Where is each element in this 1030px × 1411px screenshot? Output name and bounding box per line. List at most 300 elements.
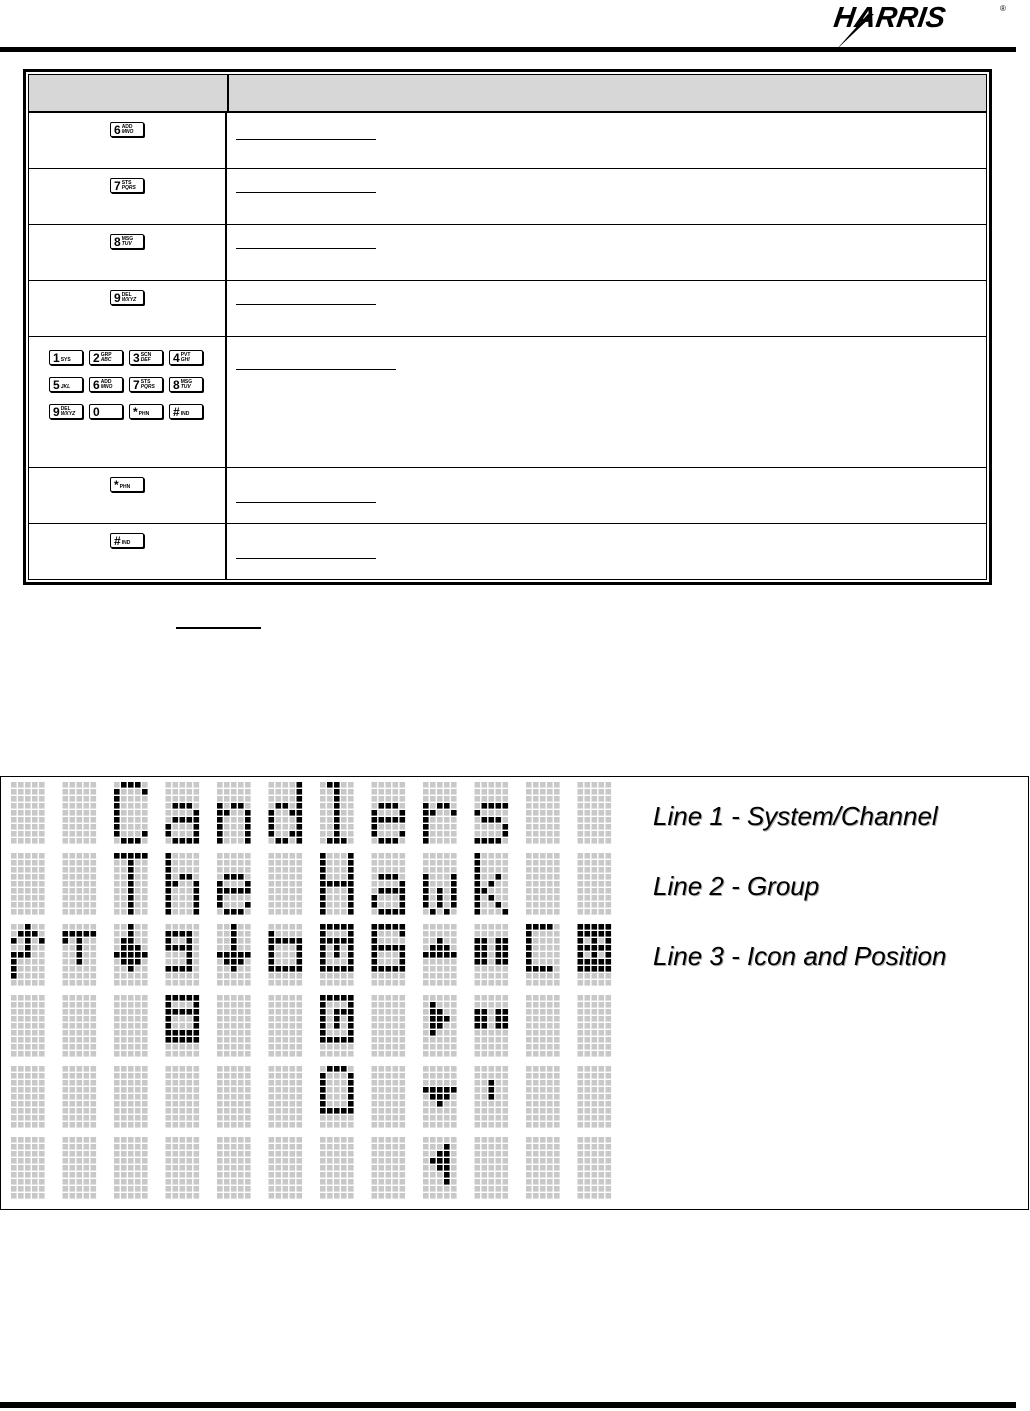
cross-reference-link[interactable]: [236, 139, 376, 140]
lcd-pixel-off: [547, 1044, 553, 1050]
lcd-pixel-off: [32, 853, 38, 859]
lcd-pixel-off: [25, 810, 31, 816]
lcd-pixel-off: [393, 1002, 399, 1008]
lcd-pixel-off: [283, 789, 289, 795]
lcd-pixel-off: [70, 1016, 76, 1022]
lcd-pixel-off: [269, 1179, 275, 1185]
cross-reference-link[interactable]: [236, 558, 376, 559]
lcd-pixel-on: [166, 888, 172, 894]
lcd-pixel-off: [327, 902, 333, 908]
lcd-pixel-off: [18, 1080, 24, 1086]
lcd-pixel-off: [430, 1186, 436, 1192]
lcd-pixel-off: [475, 1002, 481, 1008]
lcd-pixel-off: [482, 895, 488, 901]
lcd-pixel-off: [84, 1094, 90, 1100]
lcd-pixel-off: [386, 853, 392, 859]
lcd-pixel-off: [599, 1165, 605, 1171]
lcd-character-cell: [578, 1066, 612, 1128]
lcd-pixel-off: [283, 995, 289, 1001]
lcd-pixel-off: [592, 1051, 598, 1057]
key-number: 7: [114, 179, 121, 193]
lcd-pixel-off: [547, 938, 553, 944]
lcd-pixel-off: [393, 1044, 399, 1050]
lcd-pixel-off: [39, 980, 45, 986]
table-row: [29, 225, 986, 281]
lcd-pixel-on: [142, 789, 148, 795]
lcd-pixel-off: [91, 1030, 97, 1036]
lcd-pixel-on: [444, 1172, 450, 1178]
lcd-pixel-off: [18, 1101, 24, 1107]
lcd-pixel-on: [63, 938, 69, 944]
lcd-pixel-off: [503, 1144, 509, 1150]
lcd-pixel-on: [348, 1108, 354, 1114]
key-number: 8: [173, 378, 180, 392]
cross-reference-link[interactable]: [236, 502, 376, 503]
lcd-pixel-off: [187, 973, 193, 979]
lcd-pixel-off: [578, 1186, 584, 1192]
lcd-pixel-off: [430, 1193, 436, 1199]
lcd-pixel-off: [554, 995, 560, 1001]
lcd-pixel-off: [341, 895, 347, 901]
lcd-pixel-off: [166, 1115, 172, 1121]
lcd-pixel-off: [25, 881, 31, 887]
lcd-pixel-off: [482, 1137, 488, 1143]
lcd-pixel-off: [283, 895, 289, 901]
lcd-pixel-on: [114, 952, 120, 958]
lcd-pixel-off: [451, 824, 457, 830]
lcd-pixel-off: [84, 973, 90, 979]
lcd-pixel-off: [475, 803, 481, 809]
lcd-pixel-off: [70, 1186, 76, 1192]
lcd-pixel-off: [423, 1165, 429, 1171]
lcd-pixel-off: [276, 789, 282, 795]
lcd-pixel-on: [482, 959, 488, 965]
lcd-pixel-off: [503, 995, 509, 1001]
lcd-pixel-off: [77, 1023, 83, 1029]
lcd-character-cell: [320, 1137, 354, 1199]
lcd-pixel-off: [540, 1172, 546, 1178]
lcd-pixel-off: [32, 1044, 38, 1050]
lcd-pixel-off: [297, 1009, 303, 1015]
lcd-pixel-off: [496, 1094, 502, 1100]
lcd-pixel-off: [25, 1066, 31, 1072]
lcd-character-cell: [423, 1066, 457, 1128]
lcd-pixel-on: [173, 945, 179, 951]
lcd-pixel-on: [547, 966, 553, 972]
lcd-pixel-off: [91, 1186, 97, 1192]
lcd-pixel-off: [135, 1151, 141, 1157]
lcd-pixel-off: [231, 995, 237, 1001]
lcd-pixel-off: [32, 1101, 38, 1107]
lcd-pixel-off: [592, 1115, 598, 1121]
lcd-pixel-off: [297, 1165, 303, 1171]
lcd-pixel-on: [77, 938, 83, 944]
lcd-pixel-off: [39, 1080, 45, 1086]
lcd-pixel-off: [180, 1044, 186, 1050]
keypad-key-icon: [89, 404, 123, 419]
lcd-pixel-on: [173, 931, 179, 937]
lcd-pixel-on: [348, 881, 354, 887]
lcd-pixel-off: [348, 782, 354, 788]
lcd-pixel-off: [430, 924, 436, 930]
lcd-pixel-off: [290, 895, 296, 901]
lcd-pixel-off: [18, 1172, 24, 1178]
cross-reference-link[interactable]: [236, 248, 376, 249]
lcd-pixel-off: [245, 867, 251, 873]
lcd-pixel-off: [114, 1165, 120, 1171]
lcd-pixel-off: [135, 860, 141, 866]
lcd-pixel-off: [526, 881, 532, 887]
lcd-pixel-off: [489, 1144, 495, 1150]
lcd-pixel-off: [503, 782, 509, 788]
lcd-pixel-off: [540, 831, 546, 837]
lcd-pixel-on: [320, 966, 326, 972]
lcd-pixel-off: [18, 1108, 24, 1114]
lcd-pixel-on: [437, 952, 443, 958]
lcd-pixel-off: [121, 1165, 127, 1171]
lcd-pixel-on: [334, 824, 340, 830]
lcd-pixel-off: [187, 924, 193, 930]
lcd-pixel-on: [386, 803, 392, 809]
lcd-pixel-off: [489, 1009, 495, 1015]
lcd-pixel-off: [238, 1186, 244, 1192]
lcd-pixel-off: [327, 1158, 333, 1164]
lcd-pixel-off: [283, 1144, 289, 1150]
lcd-pixel-off: [423, 909, 429, 915]
lcd-pixel-off: [84, 959, 90, 965]
cross-reference-link[interactable]: [236, 369, 396, 370]
lcd-pixel-off: [217, 1144, 223, 1150]
lcd-pixel-on: [269, 824, 275, 830]
lcd-character-cell: [526, 924, 560, 986]
lcd-pixel-off: [70, 789, 76, 795]
lcd-pixel-off: [327, 1023, 333, 1029]
lcd-pixel-off: [238, 1087, 244, 1093]
lcd-pixel-off: [533, 1002, 539, 1008]
lcd-pixel-off: [166, 1066, 172, 1072]
lcd-pixel-off: [77, 789, 83, 795]
lcd-pixel-off: [114, 1115, 120, 1121]
cross-reference-link[interactable]: [236, 192, 376, 193]
lcd-pixel-on: [194, 895, 200, 901]
lcd-pixel-off: [496, 881, 502, 887]
lcd-pixel-off: [393, 1115, 399, 1121]
lcd-pixel-off: [11, 1144, 17, 1150]
cross-reference-link[interactable]: [236, 304, 376, 305]
lcd-pixel-off: [173, 1044, 179, 1050]
lcd-pixel-on: [400, 945, 406, 951]
lcd-pixel-off: [114, 995, 120, 1001]
figure-reference-link[interactable]: [176, 627, 261, 629]
lcd-pixel-off: [70, 1002, 76, 1008]
lcd-pixel-off: [187, 895, 193, 901]
lcd-pixel-off: [599, 874, 605, 880]
lcd-pixel-on: [180, 1030, 186, 1036]
lcd-pixel-off: [475, 1172, 481, 1178]
lcd-pixel-off: [32, 1151, 38, 1157]
lcd-pixel-off: [135, 980, 141, 986]
lcd-character-cell: [166, 853, 200, 915]
lcd-pixel-off: [217, 1186, 223, 1192]
lcd-pixel-off: [217, 1044, 223, 1050]
lcd-pixel-on: [327, 924, 333, 930]
lcd-pixel-off: [533, 824, 539, 830]
lcd-pixel-on: [606, 931, 612, 937]
lcd-pixel-off: [482, 824, 488, 830]
lcd-pixel-off: [231, 831, 237, 837]
lcd-pixel-off: [217, 1172, 223, 1178]
keypad-key-icon: [110, 477, 144, 492]
lcd-pixel-off: [423, 1009, 429, 1015]
lcd-pixel-off: [393, 860, 399, 866]
lcd-pixel-off: [84, 1087, 90, 1093]
lcd-pixel-off: [166, 1179, 172, 1185]
lcd-pixel-off: [489, 874, 495, 880]
lcd-pixel-off: [63, 1193, 69, 1199]
lcd-pixel-off: [276, 1115, 282, 1121]
lcd-pixel-off: [393, 1144, 399, 1150]
lcd-pixel-off: [533, 945, 539, 951]
lcd-pixel-off: [400, 1122, 406, 1128]
lcd-pixel-off: [554, 1101, 560, 1107]
lcd-pixel-off: [475, 1151, 481, 1157]
lcd-pixel-off: [526, 1044, 532, 1050]
lcd-pixel-off: [533, 973, 539, 979]
lcd-pixel-off: [400, 980, 406, 986]
lcd-pixel-off: [290, 824, 296, 830]
lcd-pixel-off: [77, 1115, 83, 1121]
lcd-character-cell: [269, 995, 303, 1057]
lcd-pixel-off: [142, 938, 148, 944]
lcd-pixel-off: [599, 1002, 605, 1008]
lcd-pixel-off: [290, 853, 296, 859]
lcd-pixel-on: [77, 945, 83, 951]
lcd-pixel-off: [84, 1179, 90, 1185]
lcd-pixel-off: [39, 1165, 45, 1171]
lcd-pixel-off: [84, 831, 90, 837]
lcd-pixel-off: [25, 1137, 31, 1143]
lcd-pixel-off: [592, 1044, 598, 1050]
lcd-pixel-off: [334, 1094, 340, 1100]
lcd-pixel-on: [496, 938, 502, 944]
lcd-pixel-on: [334, 810, 340, 816]
lcd-pixel-off: [578, 1023, 584, 1029]
lcd-pixel-off: [423, 995, 429, 1001]
lcd-pixel-off: [503, 860, 509, 866]
description-cell: [227, 468, 986, 523]
lcd-pixel-off: [444, 867, 450, 873]
lcd-pixel-off: [245, 945, 251, 951]
lcd-pixel-off: [77, 1037, 83, 1043]
lcd-pixel-off: [379, 1009, 385, 1015]
lcd-pixel-on: [348, 853, 354, 859]
lcd-pixel-off: [18, 1193, 24, 1199]
key-number: *: [114, 478, 119, 492]
lcd-pixel-off: [231, 824, 237, 830]
lcd-pixel-on: [11, 966, 17, 972]
lcd-pixel-on: [166, 895, 172, 901]
lcd-pixel-off: [482, 831, 488, 837]
lcd-pixel-off: [25, 1158, 31, 1164]
lcd-pixel-off: [444, 1137, 450, 1143]
lcd-pixel-off: [437, 867, 443, 873]
lcd-pixel-off: [372, 1151, 378, 1157]
lcd-pixel-off: [70, 895, 76, 901]
lcd-pixel-off: [437, 1108, 443, 1114]
lcd-pixel-off: [482, 1179, 488, 1185]
lcd-pixel-off: [297, 909, 303, 915]
lcd-pixel-off: [503, 874, 509, 880]
lcd-pixel-off: [297, 1094, 303, 1100]
lcd-pixel-off: [379, 881, 385, 887]
lcd-pixel-off: [238, 1122, 244, 1128]
lcd-pixel-off: [554, 973, 560, 979]
lcd-pixel-off: [547, 909, 553, 915]
lcd-pixel-on: [437, 1101, 443, 1107]
lcd-pixel-on: [327, 1037, 333, 1043]
lcd-pixel-off: [238, 1073, 244, 1079]
lcd-pixel-off: [578, 874, 584, 880]
lcd-pixel-off: [269, 782, 275, 788]
lcd-pixel-on: [327, 1108, 333, 1114]
lcd-pixel-off: [482, 1066, 488, 1072]
lcd-pixel-off: [393, 1158, 399, 1164]
lcd-pixel-off: [503, 1080, 509, 1086]
lcd-pixel-off: [585, 1101, 591, 1107]
lcd-pixel-off: [245, 966, 251, 972]
lcd-pixel-on: [482, 817, 488, 823]
lcd-pixel-off: [269, 838, 275, 844]
lcd-pixel-off: [180, 1172, 186, 1178]
lcd-pixel-off: [39, 1073, 45, 1079]
lcd-pixel-off: [585, 1094, 591, 1100]
lcd-pixel-off: [187, 1186, 193, 1192]
lcd-pixel-off: [475, 1030, 481, 1036]
lcd-pixel-off: [142, 902, 148, 908]
lcd-pixel-off: [489, 1122, 495, 1128]
lcd-pixel-off: [173, 789, 179, 795]
lcd-pixel-off: [606, 1165, 612, 1171]
lcd-pixel-off: [547, 1151, 553, 1157]
lcd-pixel-off: [585, 817, 591, 823]
lcd-pixel-off: [187, 831, 193, 837]
lcd-pixel-off: [554, 1023, 560, 1029]
lcd-pixel-off: [276, 1094, 282, 1100]
lcd-pixel-off: [32, 945, 38, 951]
lcd-pixel-off: [142, 1080, 148, 1086]
lcd-pixel-off: [142, 1165, 148, 1171]
lcd-pixel-off: [224, 1151, 230, 1157]
lcd-pixel-off: [283, 902, 289, 908]
lcd-pixel-off: [554, 1080, 560, 1086]
lcd-pixel-off: [187, 1044, 193, 1050]
lcd-pixel-on: [496, 838, 502, 844]
lcd-pixel-off: [533, 931, 539, 937]
lcd-pixel-off: [334, 902, 340, 908]
lcd-pixel-off: [238, 973, 244, 979]
lcd-pixel-on: [423, 810, 429, 816]
lcd-pixel-off: [25, 1115, 31, 1121]
lcd-pixel-off: [84, 1066, 90, 1072]
lcd-pixel-off: [503, 796, 509, 802]
key-letters-label: TUV: [180, 384, 191, 390]
lcd-pixel-off: [276, 973, 282, 979]
lcd-pixel-off: [547, 1144, 553, 1150]
lcd-pixel-off: [386, 1080, 392, 1086]
lcd-pixel-off: [393, 1186, 399, 1192]
lcd-pixel-off: [430, 1122, 436, 1128]
lcd-pixel-off: [128, 995, 134, 1001]
lcd-pixel-off: [238, 945, 244, 951]
lcd-pixel-off: [475, 796, 481, 802]
lcd-pixel-off: [533, 881, 539, 887]
lcd-pixel-on: [269, 959, 275, 965]
lcd-pixel-off: [25, 973, 31, 979]
lcd-pixel-off: [11, 810, 17, 816]
lcd-pixel-off: [423, 1115, 429, 1121]
lcd-pixel-off: [578, 1144, 584, 1150]
lcd-pixel-off: [585, 824, 591, 830]
lcd-pixel-on: [348, 952, 354, 958]
lcd-pixel-on: [341, 966, 347, 972]
lcd-pixel-off: [276, 1087, 282, 1093]
lcd-pixel-off: [63, 803, 69, 809]
lcd-pixel-off: [194, 931, 200, 937]
lcd-pixel-off: [400, 1066, 406, 1072]
lcd-pixel-on: [489, 803, 495, 809]
lcd-pixel-on: [348, 1080, 354, 1086]
lcd-pixel-off: [39, 1066, 45, 1072]
lcd-pixel-off: [496, 1151, 502, 1157]
lcd-pixel-off: [187, 1115, 193, 1121]
lcd-pixel-on: [437, 1165, 443, 1171]
lcd-pixel-off: [444, 1009, 450, 1015]
lcd-pixel-off: [430, 824, 436, 830]
lcd-pixel-off: [489, 1179, 495, 1185]
lcd-pixel-off: [540, 782, 546, 788]
lcd-pixel-off: [283, 1066, 289, 1072]
lcd-pixel-off: [70, 945, 76, 951]
lcd-pixel-off: [606, 1051, 612, 1057]
lcd-pixel-off: [547, 803, 553, 809]
lcd-pixel-off: [547, 973, 553, 979]
lcd-pixel-off: [25, 860, 31, 866]
lcd-pixel-off: [475, 924, 481, 930]
lcd-pixel-on: [372, 959, 378, 965]
lcd-pixel-off: [578, 796, 584, 802]
lcd-pixel-off: [372, 1193, 378, 1199]
lcd-pixel-off: [320, 1193, 326, 1199]
lcd-pixel-off: [444, 1037, 450, 1043]
lcd-pixel-off: [84, 966, 90, 972]
lcd-pixel-off: [386, 831, 392, 837]
lcd-pixel-off: [63, 973, 69, 979]
lcd-pixel-off: [217, 924, 223, 930]
lcd-pixel-on: [578, 945, 584, 951]
lcd-pixel-off: [276, 1066, 282, 1072]
lcd-pixel-off: [224, 1037, 230, 1043]
lcd-pixel-off: [231, 1115, 237, 1121]
lcd-pixel-off: [334, 1186, 340, 1192]
lcd-pixel-on: [290, 831, 296, 837]
lcd-pixel-off: [70, 980, 76, 986]
lcd-pixel-off: [437, 782, 443, 788]
lcd-pixel-off: [503, 1179, 509, 1185]
lcd-pixel-off: [386, 952, 392, 958]
lcd-pixel-off: [70, 1172, 76, 1178]
lcd-pixel-on: [393, 924, 399, 930]
lcd-pixel-off: [114, 1073, 120, 1079]
